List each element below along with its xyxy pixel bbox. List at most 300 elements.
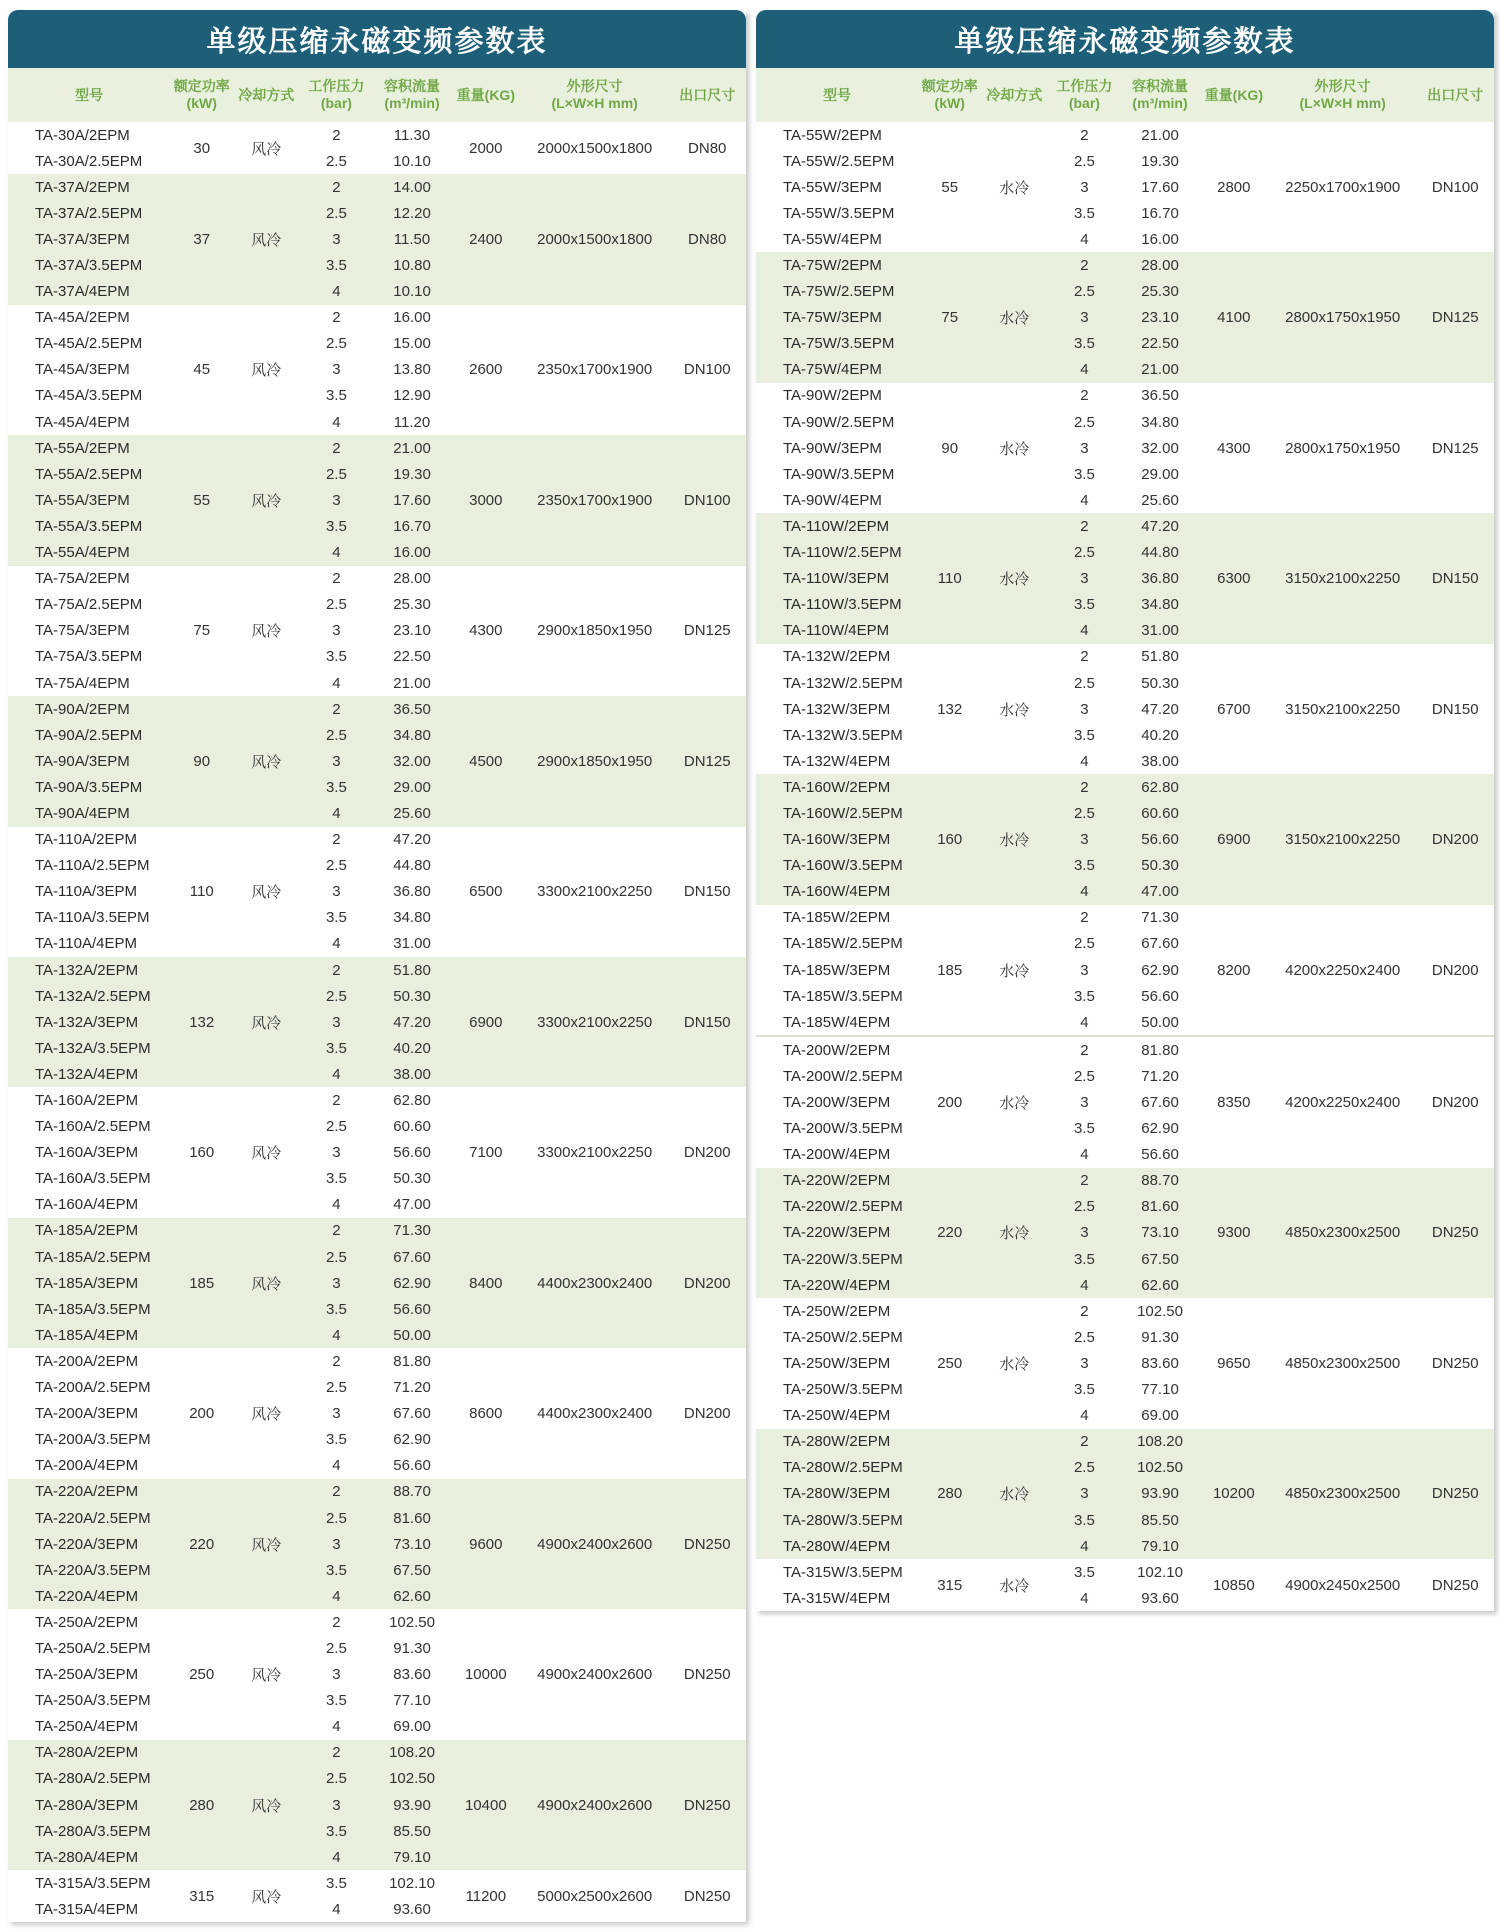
flow-cell: 71.20 — [1141, 1067, 1179, 1085]
weight-cell: 2400 — [469, 230, 503, 248]
weight-cell: 8600 — [469, 1405, 503, 1423]
pressure-cell: 2.5 — [1073, 544, 1095, 562]
pressure-cell: 2.5 — [325, 1379, 347, 1397]
outlet-cell: DN100 — [683, 361, 731, 379]
flow-cell: 34.80 — [393, 909, 431, 927]
pressure-cell: 3 — [332, 1144, 341, 1162]
table-group — [8, 1609, 746, 1739]
model-cell: TA-280W/3EPM — [783, 1485, 891, 1503]
power-cell: 220 — [937, 1224, 963, 1242]
table-group — [756, 1035, 1494, 1167]
model-cell: TA-75W/3EPM — [783, 309, 882, 327]
flow-cell: 93.90 — [393, 1796, 431, 1814]
flow-cell: 93.90 — [1141, 1485, 1179, 1503]
cooling-cell: 风冷 — [251, 884, 282, 902]
flow-cell: 71.20 — [393, 1379, 431, 1397]
pressure-cell: 3 — [332, 1535, 341, 1553]
outlet-cell: DN200 — [1431, 961, 1479, 979]
flow-cell: 81.80 — [393, 1352, 431, 1370]
dimensions-cell: 3150x2100x2250 — [1285, 700, 1401, 718]
column-header-line2: (m³/min) — [1132, 95, 1188, 111]
flow-cell: 47.20 — [393, 831, 431, 849]
pressure-cell: 3.5 — [1073, 1563, 1095, 1581]
model-cell: TA-160A/3.5EPM — [35, 1170, 151, 1188]
pressure-cell: 4 — [1080, 1407, 1089, 1425]
model-cell: TA-200W/3EPM — [783, 1094, 891, 1112]
pressure-cell: 4 — [1080, 1013, 1089, 1031]
flow-cell: 47.20 — [1141, 517, 1179, 535]
pressure-cell: 2.5 — [325, 465, 347, 483]
flow-cell: 34.80 — [1141, 596, 1179, 614]
pressure-cell: 4 — [332, 1457, 341, 1475]
pressure-cell: 3 — [332, 361, 341, 379]
pressure-cell: 3 — [332, 491, 341, 509]
model-cell: TA-37A/3EPM — [35, 230, 130, 248]
model-cell: TA-200A/4EPM — [35, 1457, 139, 1475]
power-cell: 110 — [189, 883, 214, 901]
pressure-cell: 2.5 — [325, 1509, 347, 1527]
power-cell: 110 — [937, 570, 962, 588]
flow-cell: 62.80 — [393, 1092, 431, 1110]
flow-cell: 16.00 — [393, 309, 431, 327]
table-group — [8, 1348, 746, 1478]
flow-cell: 13.80 — [393, 361, 431, 379]
flow-cell: 79.10 — [393, 1848, 431, 1866]
flow-cell: 12.20 — [393, 204, 431, 222]
cooling-cell: 风冷 — [251, 492, 282, 510]
flow-cell: 93.60 — [1141, 1589, 1179, 1607]
pressure-cell: 4 — [1080, 361, 1089, 379]
pressure-cell: 4 — [332, 804, 341, 822]
pressure-cell: 4 — [332, 935, 341, 953]
outlet-cell: DN250 — [1431, 1224, 1479, 1242]
model-cell: TA-280W/2EPM — [783, 1433, 891, 1451]
pressure-cell: 3.5 — [1073, 987, 1095, 1005]
model-cell: TA-250A/2.5EPM — [35, 1639, 151, 1657]
model-cell: TA-75A/3EPM — [35, 622, 130, 640]
water-cooled-spec-table — [756, 10, 1494, 1611]
power-cell: 90 — [193, 752, 211, 770]
column-header-line2: (L×W×H mm) — [551, 95, 638, 111]
dimensions-cell: 4200x2250x2400 — [1285, 1094, 1401, 1112]
model-cell: TA-75A/2EPM — [35, 570, 130, 588]
power-cell: 315 — [937, 1576, 963, 1594]
column-header-line1: 外形尺寸 — [1314, 78, 1371, 94]
model-cell: TA-110A/2EPM — [35, 831, 137, 849]
column-header-line1: 工作压力 — [308, 78, 365, 94]
model-cell: TA-280A/3EPM — [35, 1796, 139, 1814]
power-cell: 132 — [189, 1013, 215, 1031]
model-cell: TA-110W/4EPM — [783, 622, 890, 640]
cooling-cell: 风冷 — [251, 1797, 282, 1815]
pressure-cell: 2 — [332, 1222, 341, 1240]
flow-cell: 32.00 — [393, 752, 431, 770]
model-cell: TA-90W/3.5EPM — [783, 465, 895, 483]
outlet-cell: DN250 — [683, 1666, 731, 1684]
flow-cell: 25.30 — [1141, 283, 1179, 301]
outlet-cell: DN150 — [683, 1013, 731, 1031]
flow-cell: 36.50 — [1141, 387, 1179, 405]
pressure-cell: 2.5 — [1073, 935, 1095, 953]
model-cell: TA-250A/3EPM — [35, 1666, 139, 1684]
model-cell: TA-200W/2.5EPM — [783, 1067, 903, 1085]
column-header-1 — [170, 68, 233, 122]
model-cell: TA-110A/3EPM — [35, 883, 137, 901]
flow-cell: 12.90 — [393, 387, 431, 405]
weight-cell: 3000 — [469, 491, 503, 509]
pressure-cell: 2.5 — [1073, 413, 1095, 431]
outlet-cell: DN200 — [1431, 1094, 1479, 1112]
flow-cell: 77.10 — [1141, 1381, 1179, 1399]
pressure-cell: 3.5 — [1073, 726, 1095, 744]
cooling-cell: 风冷 — [251, 623, 282, 641]
model-cell: TA-315W/4EPM — [783, 1589, 891, 1607]
pressure-cell: 4 — [1080, 1589, 1089, 1607]
model-cell: TA-220W/3.5EPM — [783, 1250, 903, 1268]
model-cell: TA-250W/2EPM — [783, 1302, 891, 1320]
model-cell: TA-185W/2.5EPM — [783, 935, 903, 953]
model-cell: TA-55W/4EPM — [783, 230, 882, 248]
weight-cell: 6900 — [469, 1013, 503, 1031]
pressure-cell: 2.5 — [1073, 1198, 1095, 1216]
table-group — [8, 1740, 746, 1870]
flow-cell: 50.30 — [393, 1170, 431, 1188]
flow-cell: 56.60 — [393, 1457, 431, 1475]
pressure-cell: 3 — [332, 230, 341, 248]
flow-cell: 91.30 — [1141, 1328, 1179, 1346]
pressure-cell: 2 — [1080, 909, 1089, 927]
model-cell: TA-90A/2EPM — [35, 700, 130, 718]
dimensions-cell: 4850x2300x2500 — [1285, 1485, 1401, 1503]
flow-cell: 34.80 — [1141, 413, 1179, 431]
pressure-cell: 4 — [332, 1196, 341, 1214]
outlet-cell: DN250 — [1431, 1576, 1479, 1594]
weight-cell: 8350 — [1217, 1094, 1251, 1112]
flow-cell: 88.70 — [393, 1483, 431, 1501]
pressure-cell: 2 — [332, 439, 341, 457]
weight-cell: 2800 — [1217, 178, 1251, 196]
model-cell: TA-200W/3.5EPM — [783, 1120, 903, 1138]
cooling-cell: 水冷 — [999, 832, 1030, 850]
weight-cell: 4500 — [469, 752, 503, 770]
pressure-cell: 4 — [1080, 230, 1089, 248]
flow-cell: 47.20 — [393, 1013, 431, 1031]
pressure-cell: 3.5 — [325, 1431, 347, 1449]
dimensions-cell: 2250x1700x1900 — [1285, 178, 1401, 196]
flow-cell: 56.60 — [1141, 831, 1179, 849]
table-group — [8, 174, 746, 304]
column-header-line1: 冷却方式 — [986, 86, 1043, 103]
flow-cell: 73.10 — [1141, 1224, 1179, 1242]
pressure-cell: 4 — [332, 1587, 341, 1605]
flow-cell: 79.10 — [1141, 1537, 1179, 1555]
flow-cell: 62.90 — [1141, 1120, 1179, 1138]
flow-cell: 44.80 — [393, 857, 431, 875]
pressure-cell: 2 — [332, 1744, 341, 1762]
model-cell: TA-160A/4EPM — [35, 1196, 139, 1214]
pressure-cell: 3 — [1080, 1485, 1089, 1503]
dimensions-cell: 3300x2100x2250 — [537, 883, 653, 901]
pressure-cell: 3.5 — [1073, 1511, 1095, 1529]
model-cell: TA-132W/3EPM — [783, 700, 891, 718]
flow-cell: 23.10 — [393, 622, 431, 640]
model-cell: TA-45A/2EPM — [35, 309, 130, 327]
power-cell: 90 — [941, 439, 959, 457]
cooling-cell: 水冷 — [999, 1486, 1030, 1504]
column-header-1 — [918, 68, 981, 122]
dimensions-cell: 4400x2300x2400 — [537, 1405, 653, 1423]
column-header-5 — [451, 68, 521, 122]
pressure-cell: 2.5 — [325, 596, 347, 614]
power-cell: 132 — [937, 700, 963, 718]
dimensions-cell: 2350x1700x1900 — [537, 361, 653, 379]
weight-cell: 2000 — [469, 139, 503, 157]
pressure-cell: 4 — [1080, 1146, 1089, 1164]
flow-cell: 67.60 — [393, 1248, 431, 1266]
model-cell: TA-132A/3.5EPM — [35, 1039, 151, 1057]
column-header-line1: 容积流量 — [1132, 78, 1189, 94]
flow-cell: 73.10 — [393, 1535, 431, 1553]
pressure-cell: 4 — [332, 413, 341, 431]
model-cell: TA-75W/2EPM — [783, 257, 882, 275]
flow-cell: 25.30 — [393, 596, 431, 614]
cooling-cell: 水冷 — [999, 571, 1030, 589]
weight-cell: 4300 — [469, 622, 503, 640]
pressure-cell: 2 — [332, 309, 341, 327]
model-cell: TA-160W/4EPM — [783, 883, 891, 901]
pressure-cell: 3 — [332, 883, 341, 901]
outlet-cell: DN250 — [1431, 1485, 1479, 1503]
model-cell: TA-110W/3.5EPM — [783, 596, 902, 614]
flow-cell: 40.20 — [1141, 726, 1179, 744]
pressure-cell: 4 — [1080, 883, 1089, 901]
flow-cell: 28.00 — [393, 570, 431, 588]
flow-cell: 69.00 — [1141, 1407, 1179, 1425]
flow-cell: 38.00 — [1141, 752, 1179, 770]
model-cell: TA-37A/2EPM — [35, 178, 130, 196]
pressure-cell: 2 — [1080, 778, 1089, 796]
table-group — [756, 383, 1494, 513]
model-cell: TA-185A/3EPM — [35, 1274, 139, 1292]
table-group — [756, 1429, 1494, 1559]
column-header-line1: 额定功率 — [921, 78, 978, 94]
model-cell: TA-90A/2.5EPM — [35, 726, 143, 744]
model-cell: TA-55A/3EPM — [35, 491, 130, 509]
pressure-cell: 3 — [1080, 1094, 1089, 1112]
flow-cell: 17.60 — [393, 491, 431, 509]
model-cell: TA-75W/2.5EPM — [783, 283, 895, 301]
flow-cell: 81.60 — [1141, 1198, 1179, 1216]
table-group — [756, 1298, 1494, 1428]
flow-cell: 16.00 — [1141, 230, 1179, 248]
column-header-line1: 工作压力 — [1056, 78, 1113, 94]
column-header-3 — [299, 68, 373, 122]
column-header-line1: 冷却方式 — [238, 86, 295, 103]
table-title: 单级压缩永磁变频参数表 — [8, 10, 746, 68]
model-cell: TA-30A/2.5EPM — [35, 152, 143, 170]
flow-cell: 67.50 — [1141, 1250, 1179, 1268]
column-header-line2: (kW) — [186, 95, 217, 111]
table-group — [8, 566, 746, 696]
table-body — [756, 122, 1494, 1611]
flow-cell: 36.50 — [393, 700, 431, 718]
flow-cell: 28.00 — [1141, 257, 1179, 275]
weight-cell: 6300 — [1217, 570, 1251, 588]
dimensions-cell: 5000x2500x2600 — [537, 1887, 653, 1905]
model-cell: TA-90W/2EPM — [783, 387, 882, 405]
dimensions-cell: 4900x2450x2500 — [1285, 1576, 1401, 1594]
flow-cell: 102.50 — [1137, 1302, 1183, 1320]
pressure-cell: 3 — [332, 1405, 341, 1423]
column-header-0 — [756, 68, 918, 122]
power-cell: 220 — [189, 1535, 215, 1553]
flow-cell: 93.60 — [393, 1900, 431, 1918]
pressure-cell: 4 — [332, 1900, 341, 1918]
flow-cell: 16.00 — [393, 544, 431, 562]
flow-cell: 25.60 — [393, 804, 431, 822]
flow-cell: 77.10 — [393, 1692, 431, 1710]
weight-cell: 2600 — [469, 361, 503, 379]
table-group — [8, 435, 746, 565]
flow-cell: 85.50 — [1141, 1511, 1179, 1529]
flow-cell: 36.80 — [393, 883, 431, 901]
column-header-7 — [668, 68, 745, 122]
dimensions-cell: 2800x1750x1950 — [1285, 439, 1401, 457]
model-cell: TA-200A/3EPM — [35, 1405, 139, 1423]
table-group — [8, 1087, 746, 1217]
flow-cell: 85.50 — [393, 1822, 431, 1840]
model-cell: TA-250A/3.5EPM — [35, 1692, 151, 1710]
dimensions-cell: 3150x2100x2250 — [1285, 570, 1401, 588]
power-cell: 200 — [937, 1094, 963, 1112]
flow-cell: 56.60 — [393, 1144, 431, 1162]
cooling-cell: 水冷 — [999, 962, 1030, 980]
model-cell: TA-185A/3.5EPM — [35, 1300, 151, 1318]
model-cell: TA-185W/2EPM — [783, 909, 891, 927]
dimensions-cell: 4850x2300x2500 — [1285, 1224, 1401, 1242]
flow-cell: 56.60 — [1141, 1146, 1179, 1164]
outlet-cell: DN100 — [1431, 178, 1479, 196]
column-header-0 — [8, 68, 170, 122]
power-cell: 55 — [193, 491, 211, 509]
pressure-cell: 3 — [1080, 831, 1089, 849]
column-header-line1: 出口尺寸 — [1427, 86, 1484, 103]
model-cell: TA-110W/3EPM — [783, 570, 890, 588]
dimensions-cell: 2000x1500x1800 — [537, 230, 653, 248]
power-cell: 315 — [189, 1887, 215, 1905]
column-header-line1: 型号 — [75, 86, 104, 103]
model-cell: TA-160W/3EPM — [783, 831, 891, 849]
flow-cell: 50.30 — [393, 987, 431, 1005]
pressure-cell: 3 — [1080, 1354, 1089, 1372]
flow-cell: 102.50 — [1137, 1459, 1183, 1477]
dimensions-cell: 2900x1850x1950 — [537, 622, 653, 640]
outlet-cell: DN125 — [1431, 439, 1479, 457]
table-group — [8, 1479, 746, 1609]
flow-cell: 16.70 — [1141, 204, 1179, 222]
model-cell: TA-75A/2.5EPM — [35, 596, 143, 614]
flow-cell: 81.60 — [393, 1509, 431, 1527]
flow-cell: 83.60 — [1141, 1354, 1179, 1372]
flow-cell: 47.00 — [1141, 883, 1179, 901]
flow-cell: 31.00 — [393, 935, 431, 953]
pressure-cell: 2.5 — [325, 1770, 347, 1788]
pressure-cell: 3.5 — [325, 517, 347, 535]
pressure-cell: 3.5 — [1073, 596, 1095, 614]
column-header-line1: 重量(KG) — [1204, 86, 1263, 103]
model-cell: TA-220A/3.5EPM — [35, 1561, 151, 1579]
pressure-cell: 2 — [1080, 1433, 1089, 1451]
pressure-cell: 3.5 — [325, 257, 347, 275]
pressure-cell: 3 — [1080, 700, 1089, 718]
pressure-cell: 2.5 — [1073, 283, 1095, 301]
flow-cell: 108.20 — [389, 1744, 435, 1762]
air-cooled-spec-table — [8, 10, 746, 1922]
flow-cell: 22.50 — [393, 648, 431, 666]
flow-cell: 60.60 — [1141, 804, 1179, 822]
outlet-cell: DN200 — [1431, 831, 1479, 849]
flow-cell: 10.80 — [393, 257, 431, 275]
pressure-cell: 4 — [332, 1326, 341, 1344]
model-cell: TA-55W/2EPM — [783, 126, 882, 144]
cooling-cell: 水冷 — [999, 310, 1030, 328]
weight-cell: 4300 — [1217, 439, 1251, 457]
model-cell: TA-250A/4EPM — [35, 1718, 139, 1736]
model-cell: TA-280W/3.5EPM — [783, 1511, 903, 1529]
flow-cell: 10.10 — [393, 152, 431, 170]
flow-cell: 23.10 — [1141, 309, 1179, 327]
pressure-cell: 2 — [1080, 1041, 1089, 1059]
pressure-cell: 2.5 — [325, 204, 347, 222]
power-cell: 250 — [937, 1354, 963, 1372]
table-group — [8, 957, 746, 1087]
column-header-4 — [373, 68, 450, 122]
pressure-cell: 2.5 — [1073, 1067, 1095, 1085]
table-group — [8, 305, 746, 435]
pressure-cell: 4 — [1080, 1276, 1089, 1294]
model-cell: TA-160A/3EPM — [35, 1144, 139, 1162]
model-cell: TA-90A/3EPM — [35, 752, 130, 770]
model-cell: TA-110A/4EPM — [35, 935, 137, 953]
power-cell: 160 — [937, 831, 963, 849]
outlet-cell: DN150 — [1431, 700, 1479, 718]
flow-cell: 102.50 — [389, 1770, 435, 1788]
table-group — [756, 252, 1494, 382]
model-cell: TA-110W/2EPM — [783, 517, 890, 535]
pressure-cell: 3.5 — [325, 778, 347, 796]
flow-cell: 67.60 — [1141, 1094, 1179, 1112]
model-cell: TA-315A/4EPM — [35, 1900, 139, 1918]
pressure-cell: 4 — [332, 674, 341, 692]
model-cell: TA-280W/2.5EPM — [783, 1459, 903, 1477]
pressure-cell: 2.5 — [325, 335, 347, 353]
model-cell: TA-132A/3EPM — [35, 1013, 139, 1031]
flow-cell: 108.20 — [1137, 1433, 1183, 1451]
model-cell: TA-315A/3.5EPM — [35, 1874, 151, 1892]
pressure-cell: 3.5 — [1073, 204, 1095, 222]
pressure-cell: 3 — [332, 1796, 341, 1814]
model-cell: TA-280A/4EPM — [35, 1848, 139, 1866]
power-cell: 55 — [941, 178, 959, 196]
pressure-cell: 3.5 — [1073, 1381, 1095, 1399]
pressure-cell: 2.5 — [1073, 1459, 1095, 1477]
model-cell: TA-280A/3.5EPM — [35, 1822, 151, 1840]
pressure-cell: 3 — [1080, 178, 1089, 196]
cooling-cell: 水冷 — [999, 1095, 1030, 1113]
flow-cell: 62.80 — [1141, 778, 1179, 796]
model-cell: TA-30A/2EPM — [35, 126, 130, 144]
flow-cell: 102.50 — [389, 1613, 435, 1631]
